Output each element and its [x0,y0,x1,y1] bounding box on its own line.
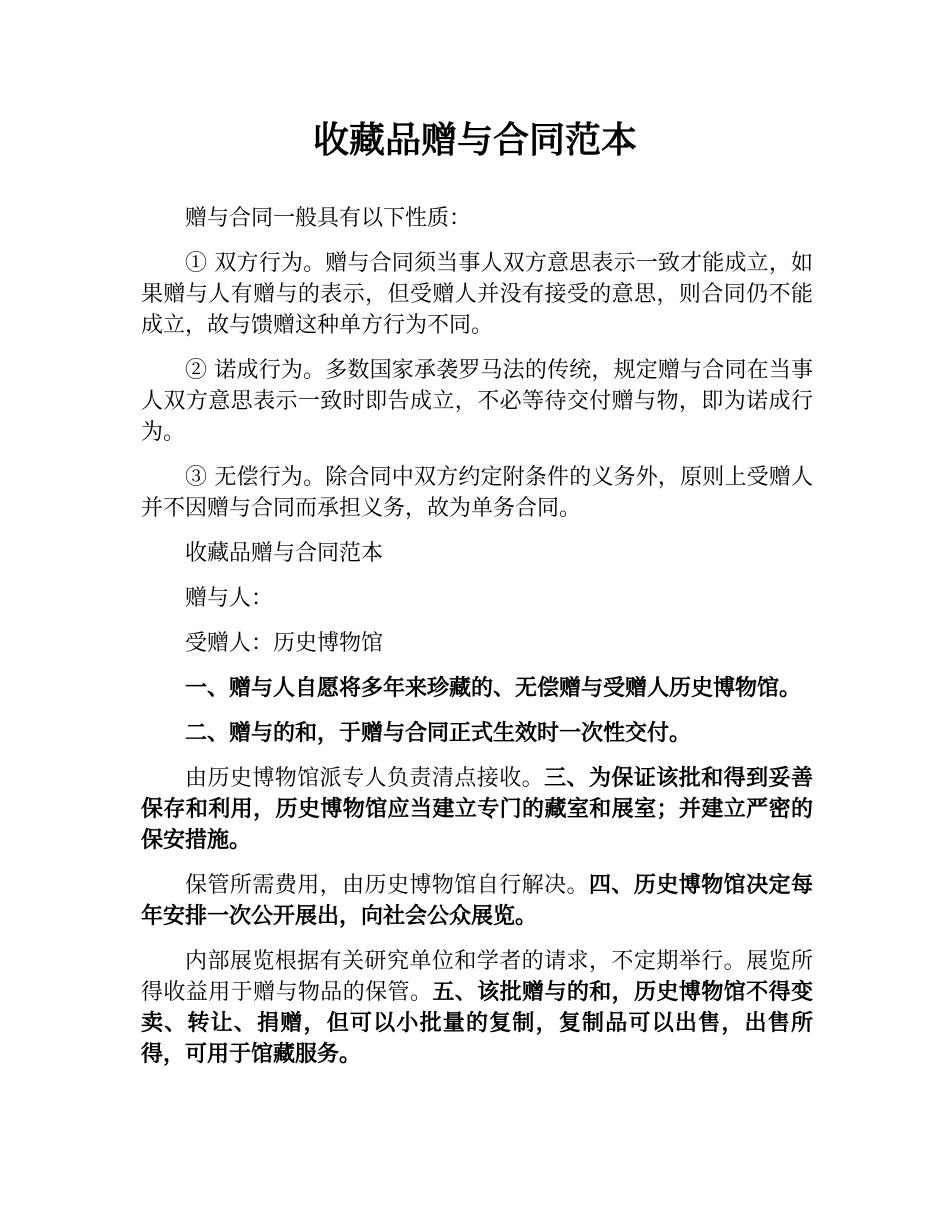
paragraph-clause-4 [141,870,813,932]
paragraph-nature-2 [141,355,813,448]
paragraph-bold-text: 三、为保证该批和得到妥善保存和利用，历史博物馆应当建立专门的藏室和展室；并建立严密的保安措施。 [141,766,813,853]
paragraph-text: ② 诺成行为。多数国家承袭罗马法的传统，规定赠与合同在当事人双方意思表示一致时即告成立，不必等待交付赠与物，即为诺成行为。 [141,358,813,445]
paragraph-text: 赠与合同一般具有以下性质： [185,206,472,231]
paragraph-bold-text: 一、赠与人自愿将多年来珍藏的、无偿赠与受赠人历史博物馆。 [185,676,802,701]
page-title: 收藏品赠与合同范本 [312,120,637,161]
paragraph-clause-5 [141,946,813,1070]
paragraph-bold-text: 二、赠与的和，于赠与合同正式生效时一次性交付。 [185,721,692,746]
paragraph-bold-text: 四、历史博物馆决定每年安排一次公开展出，向社会公众展览。 [141,873,813,929]
paragraph-intro [141,203,813,234]
paragraph-text: ③ 无偿行为。除合同中双方约定附条件的义务外，原则上受赠人并不因赠与合同而承担义务，故为单务合同。 [141,465,813,521]
document-body [141,203,813,1084]
paragraph-text: ① 双方行为。赠与合同须当事人双方意思表示一致才能成立，如果赠与人有赠与的表示，但受赠人并没有接受的意思，则合同仍不能成立，故与馈赠这种单方行为不同。 [141,251,813,338]
paragraph-subtitle [141,538,813,569]
paragraph-recipient [141,628,813,659]
paragraph-clause-1 [141,673,813,704]
paragraph-text: 由历史博物馆派专人负责清点接收。 [185,766,545,791]
paragraph-clause-3 [141,763,813,856]
paragraph-text: 赠与人： [185,586,274,611]
paragraph-text: 内部展览根据有关研究单位和学者的请求，不定期举行。展览所得收益用于赠与物品的保管。 [141,949,813,1005]
paragraph-text: 受赠人：历史博物馆 [185,631,384,656]
paragraph-clause-2 [141,718,813,749]
paragraph-donor [141,583,813,614]
paragraph-text: 保管所需费用，由历史博物馆自行解决。 [185,873,589,898]
paragraph-nature-1 [141,248,813,341]
paragraph-nature-3 [141,462,813,524]
paragraph-bold-text: 五、该批赠与的和，历史博物馆不得变卖、转让、捐赠，但可以小批量的复制，复制品可以出售，出售所得，可用于馆藏服务。 [141,980,813,1067]
paragraph-text: 收藏品赠与合同范本 [185,541,384,566]
